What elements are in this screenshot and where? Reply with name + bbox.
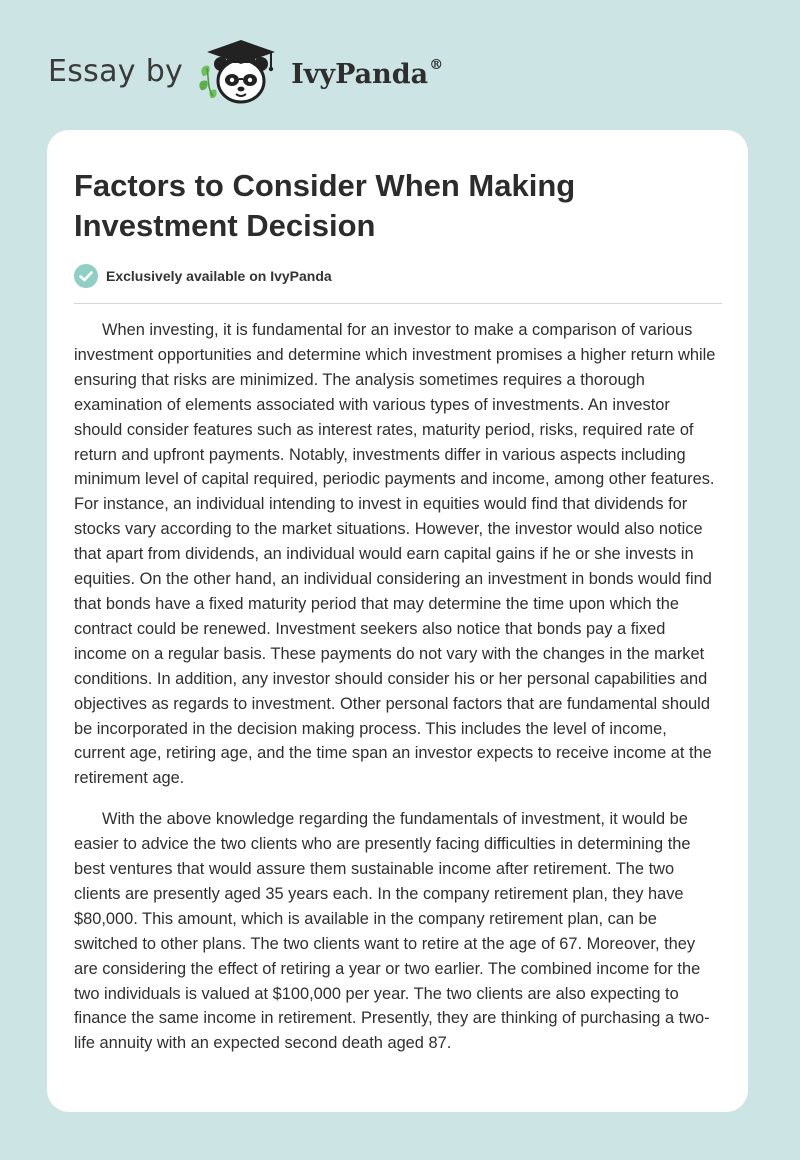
essay-paragraph: With the above knowledge regarding the fundamentals of investment, it would be easier to advice the two clients who are presently facing difficulties in determining the best ventures that would assure them sustainable income after retirement. The two clients are presently aged 35 years each. In the company retirement plan, they have $80,000. This amount, which is available in the company retirement plan, can be switched to other plans. The two clients want to retire at the age of 67. Moreover, they are considering the effect of retiring a year or two earlier. The combined income for the two individuals is valued at $100,000 per year. The two clients are also expecting to finance the same income in retirement. Presently, they are thinking of purchasing a two-life annuity with an expected second death aged 87. (74, 810, 710, 1053)
brand-label: IvyPanda (291, 58, 429, 90)
essay-card (47, 130, 748, 1112)
exclusive-badge (74, 264, 332, 288)
check-icon (74, 264, 98, 288)
exclusive-badge-label: Exclusively available on IvyPanda (106, 268, 332, 284)
divider (74, 303, 722, 304)
essay-title: Factors to Consider When Making Investment Decision (74, 168, 576, 243)
essay-by-label: Essay by (48, 53, 184, 89)
site-header (48, 36, 443, 108)
essay-paragraph: When investing, it is fundamental for an investor to make a comparison of various investment opportunities and determine which investment promises a higher return while ensuring that risks are minimized. The analysis sometimes requires a thorough examination of elements associated with various types of investments. An investor should consider features such as interest rates, maturity period, risks, required rate of return and upfront payments. Notably, investments differ in various aspects including minimum level of capital required, periodic payments and income, among other features. For instance, an individual intending to invest in equities would find that dividends for stocks vary according to the market situations. However, the investor would also notice that apart from dividends, an individual would earn capital gains if he or she invests in equities. On the other hand, an individual considering an investment in bonds would find that bonds have a fixed maturity period that may determine the time upon which the contract could be renewed. Investment seekers also notice that bonds pay a fixed income on a regular basis. These payments do not vary with the changes in the market conditions. In addition, any investor should consider his or her personal capabilities and objectives as regards to investment. Other personal factors that are fundamental should be incorporated in the decision making process. This includes the level of income, current age, retiring age, and the time span an investor expects to receive income at the retirement age. (74, 321, 716, 788)
panda-graduate-logo-icon[interactable] (197, 36, 283, 108)
registered-mark: ® (429, 56, 444, 73)
brand-name[interactable] (291, 56, 444, 90)
essay-body (74, 318, 722, 1072)
